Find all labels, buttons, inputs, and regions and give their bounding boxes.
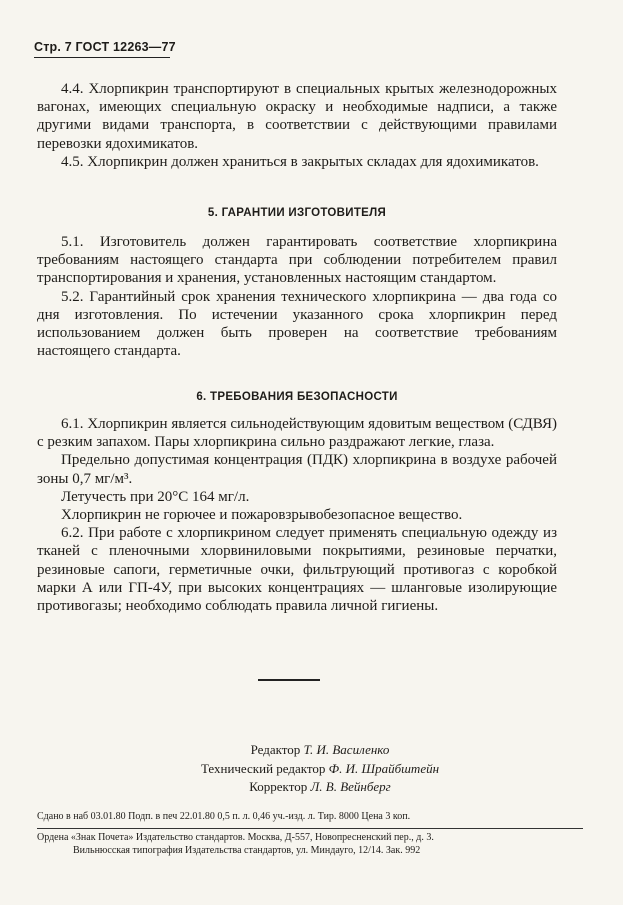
paragraph-6-1-pdk: Предельно допустимая концентрация (ПДК) хлорпикрина в воздухе рабочей зоны 0,7 мг/м³. — [37, 452, 557, 487]
paragraph-5-1: 5.1. Изготовитель должен гарантировать соответствие хлорпикрина требованиям настоящего стандарта при соблюдении потребителем правил транспортирования и хранения, установленных настоящим стандартом. — [37, 234, 557, 287]
section-5-heading: 5. ГАРАНТИИ ИЗГОТОВИТЕЛЯ — [207, 207, 387, 219]
publisher-line: Ордена «Знак Почета» Издательство стандартов. Москва, Д-557, Новопресненский пер., д. 3. — [37, 832, 434, 843]
credit-tech-editor — [120, 760, 520, 779]
paragraph-6-1-volatility: Летучесть при 20°С 164 мг/л. — [61, 488, 250, 505]
section-5 — [37, 233, 557, 360]
end-divider — [258, 679, 320, 681]
paragraph-6-1: 6.1. Хлорпикрин является сильнодействующим ядовитым веществом (СДВЯ) с резким запахом. Пары хлорпикрина сильно раздражают легкие, глаза. — [37, 416, 557, 451]
credit-name: Л. В. Вейнберг — [310, 779, 391, 794]
header-rule — [34, 57, 170, 58]
paragraph-6-2: 6.2. При работе с хлорпикрином следует применять специальную одежду из тканей с пленочными хлорвиниловыми покрытиями, резиновые перчатки, резиновые сапоги, герметичные очки, фильтрующий противогаз с коробкой марки А или ГП-4У, при высоких концентрациях — шланговые изолирующие противогазы; необходимо соблюдать правила личной гигиены. — [37, 525, 557, 615]
credit-role: Технический редактор — [200, 760, 326, 776]
paragraph-4-5: 4.5. Хлорпикрин должен храниться в закрытых складах для ядохимикатов. — [61, 153, 539, 170]
section-4 — [37, 80, 557, 171]
credits-block — [120, 741, 520, 797]
credit-role: Редактор — [250, 742, 301, 757]
credit-editor — [120, 741, 520, 760]
paragraph-5-2: 5.2. Гарантийный срок хранения технического хлорпикрина — два года со дня изготовления. По истечении указанного срока хлорпикрин перед использованием должен быть проверен на соответствие требованиям настоящего стандарта. — [37, 288, 557, 360]
credit-name: Т. И. Василенко — [303, 742, 390, 757]
section-6-heading: 6. ТРЕБОВАНИЯ БЕЗОПАСНОСТИ — [196, 391, 398, 403]
section-6 — [37, 415, 557, 615]
paragraph-6-1-flammability: Хлорпикрин не горючее и пожаровзрывобезопасное вещество. — [61, 507, 463, 524]
credit-role: Корректор — [249, 779, 308, 794]
print-data-line: Сдано в наб 03.01.80 Подп. в печ 22.01.80 0,5 п. л. 0,46 уч.-изд. л. Тир. 8000 Цена 3 коп. — [37, 811, 411, 822]
page-header: Стр. 7 ГОСТ 12263—77 — [34, 40, 176, 54]
paragraph-4-4: 4.4. Хлорпикрин транспортируют в специальных крытых железнодорожных вагонах, имеющих специальную окраску и необходимые надписи, а также другими видами транспорта, в соответствии с действующими правилами перевозки ядохимикатов. — [37, 81, 557, 152]
printer-line: Вильнюсская типография Издательства стандартов, ул. Миндауго, 12/14. Зак. 992 — [73, 844, 421, 856]
publisher-info — [37, 832, 583, 857]
credit-corrector — [120, 778, 520, 797]
credit-name: Ф. И. Шрайбштейн — [328, 760, 440, 776]
imprint-rule — [37, 828, 583, 829]
